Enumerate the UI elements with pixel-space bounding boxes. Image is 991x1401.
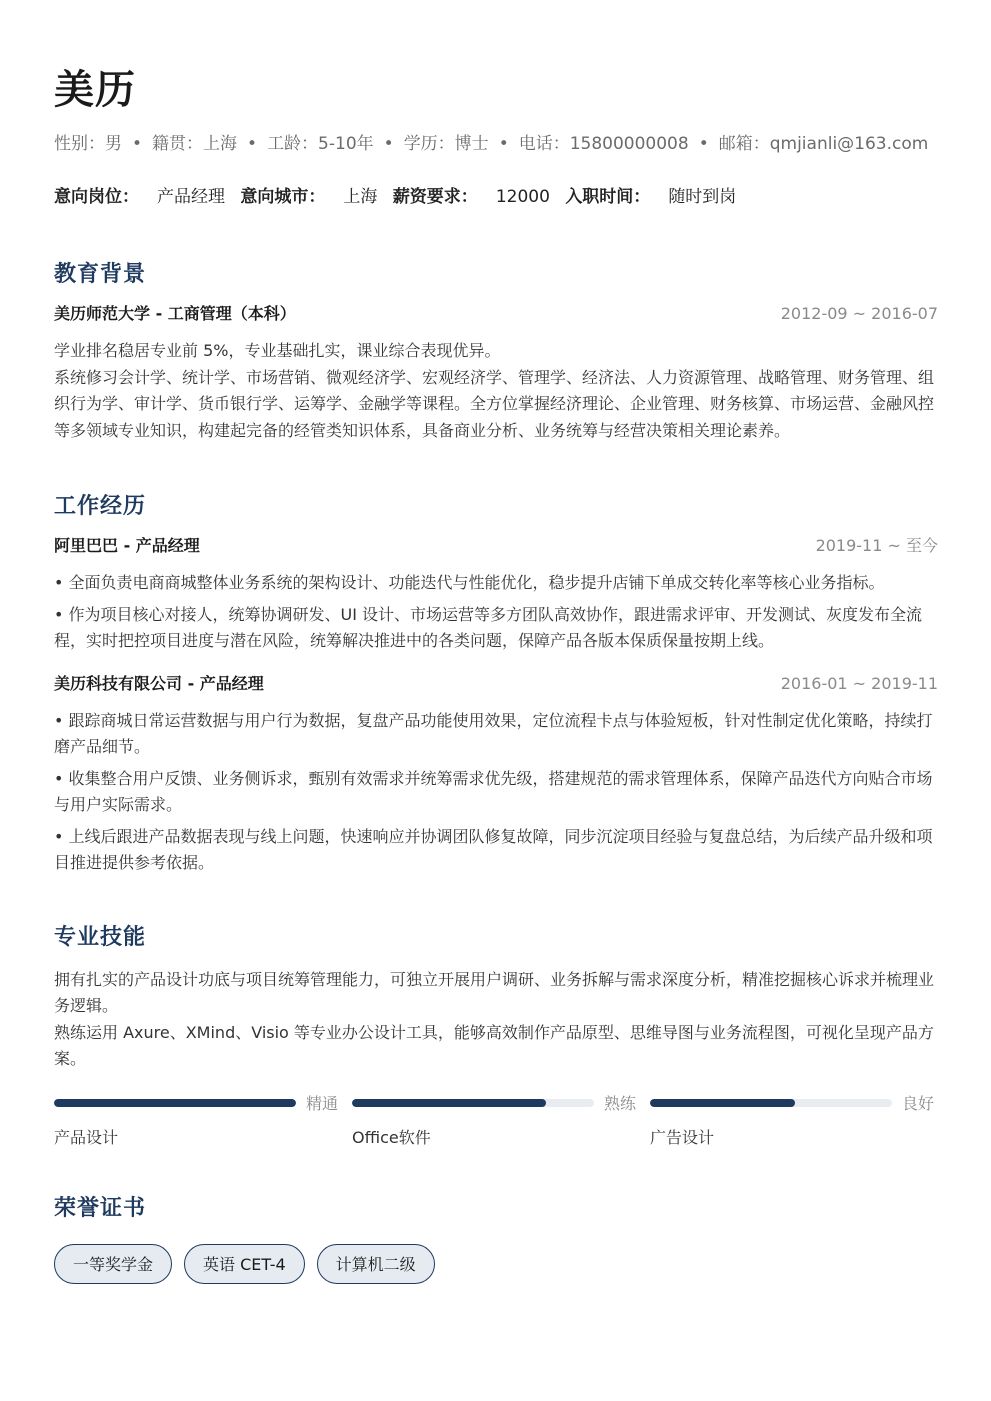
skill-name: 产品设计 xyxy=(54,1127,119,1147)
job-bullet: • 跟踪商城日常运营数据与用户行为数据，复盘产品功能使用效果，定位流程卡点与体验短板，针对性制定优化策略，持续打磨产品细节。 xyxy=(54,710,933,756)
skill-name: 广告设计 xyxy=(650,1127,715,1147)
separator-dot: • xyxy=(383,134,394,154)
skill-progress-track xyxy=(650,1099,892,1107)
intent-city-label: 意向城市： xyxy=(240,187,326,207)
separator-dot: • xyxy=(498,134,509,154)
skill-item xyxy=(54,1093,338,1149)
skill-bars xyxy=(54,1093,938,1149)
skill-level: 熟练 xyxy=(603,1094,636,1113)
candidate-name: 美历 xyxy=(54,67,136,113)
education-school: 美历师范大学 - 工商管理（本科） xyxy=(54,304,296,323)
intent-start-value: 随时到岗 xyxy=(668,187,737,207)
info-phone: 电话：15800000008 xyxy=(518,134,689,154)
education-paragraph: 学业排名稳居专业前 5%，专业基础扎实，课业综合表现优异。 xyxy=(54,341,501,360)
education-section-title: 教育背景 xyxy=(54,262,147,287)
skill-progress-track xyxy=(352,1099,594,1107)
job-company: 阿里巴巴 - 产品经理 xyxy=(54,536,200,555)
honor-tags xyxy=(54,1244,938,1284)
education-date: 2012-09 ~ 2016-07 xyxy=(780,304,938,323)
job-date: 2016-01 ~ 2019-11 xyxy=(780,673,938,693)
skill-progress-track xyxy=(54,1099,296,1107)
separator-dot: • xyxy=(132,134,143,154)
job-entry-header xyxy=(54,534,938,558)
info-hometown: 籍贯：上海 xyxy=(152,134,238,154)
job-date: 2019-11 ~ 至今 xyxy=(815,536,938,555)
intent-salary-value: 12000 xyxy=(495,187,550,207)
skill-item xyxy=(352,1093,636,1149)
skills-section-title: 专业技能 xyxy=(54,924,147,950)
job-intent xyxy=(54,185,938,209)
honor-tag: 英语 CET-4 xyxy=(184,1244,305,1284)
info-experience: 工龄：5-10年 xyxy=(267,134,374,154)
job-bullet: • 全面负责电商商城整体业务系统的架构设计、功能迭代与性能优化，稳步提升店铺下单成交转化率等核心业务指标。 xyxy=(54,573,885,592)
job-bullets xyxy=(54,708,938,877)
honor-tag: 一等奖学金 xyxy=(54,1244,172,1284)
skills-description xyxy=(54,967,938,1073)
info-gender: 性别：男 xyxy=(54,134,122,154)
skill-level: 良好 xyxy=(901,1094,934,1113)
job-bullet: • 作为项目核心对接人，统筹协调研发、UI 设计、市场运营等多方团队高效协作，跟进需求评审、开发测试、灰度发布全流程，实时把控项目进度与潜在风险，统筹解决推进中的各类问题，保障产品各版本保质保量按期上线。 xyxy=(54,604,923,650)
intent-start-label: 入职时间： xyxy=(565,187,651,207)
intent-salary-label: 薪资要求： xyxy=(392,187,478,207)
skills-paragraph: 拥有扎实的产品设计功底与项目统筹管理能力，可独立开展用户调研、业务拆解与需求深度分析，精准挖掘核心诉求并梳理业务逻辑。 xyxy=(54,969,935,1015)
honor-tag: 计算机二级 xyxy=(317,1244,435,1284)
work-section-title: 工作经历 xyxy=(54,494,147,519)
skills-paragraph: 熟练运用 Axure、XMind、Visio 等专业办公设计工具，能够高效制作产品原型、思维导图与业务流程图，可视化呈现产品方案。 xyxy=(54,1022,934,1068)
honors-section-title: 荣誉证书 xyxy=(54,1195,147,1221)
skill-level: 精通 xyxy=(305,1094,338,1113)
skill-progress-fill xyxy=(650,1099,795,1107)
job-bullet: • 上线后跟进产品数据表现与线上问题，快速响应并协调团队修复故障，同步沉淀项目经验与复盘总结，为后续产品升级和项目推进提供参考依据。 xyxy=(54,826,933,872)
skill-progress-fill xyxy=(54,1099,296,1107)
basic-info xyxy=(54,132,938,156)
info-degree: 学历：博士 xyxy=(403,134,489,154)
job-company: 美历科技有限公司 - 产品经理 xyxy=(54,673,264,693)
job-entry-header xyxy=(54,672,938,696)
intent-city-value: 上海 xyxy=(343,187,378,207)
intent-position-value: 产品经理 xyxy=(157,187,225,207)
job-bullets xyxy=(54,570,938,655)
skill-item xyxy=(650,1093,934,1149)
education-entry-header xyxy=(54,302,938,326)
info-email: 邮箱：qmjianli@163.com xyxy=(718,134,929,154)
education-description xyxy=(54,338,938,444)
separator-dot: • xyxy=(698,134,709,154)
skill-name: Office软件 xyxy=(352,1127,431,1147)
resume-page xyxy=(54,62,938,1284)
separator-dot: • xyxy=(247,134,258,154)
skill-progress-fill xyxy=(352,1099,546,1107)
education-paragraph: 系统修习会计学、统计学、市场营销、微观经济学、宏观经济学、管理学、经济法、人力资源管理、战略管理、财务管理、组织行为学、审计学、货币银行学、运筹学、金融学等课程。全方位掌握经济理论、企业管理、财务核算、市场运营、金融风控等多领域专业知识，构建起完备的经管类知识体系，具备商业分析、业务统筹与经营决策相关理论素养。 xyxy=(54,367,935,440)
intent-position-label: 意向岗位： xyxy=(54,187,139,207)
job-bullet: • 收集整合用户反馈、业务侧诉求，甄别有效需求并统筹需求优先级，搭建规范的需求管理体系，保障产品迭代方向贴合市场与用户实际需求。 xyxy=(54,768,933,814)
